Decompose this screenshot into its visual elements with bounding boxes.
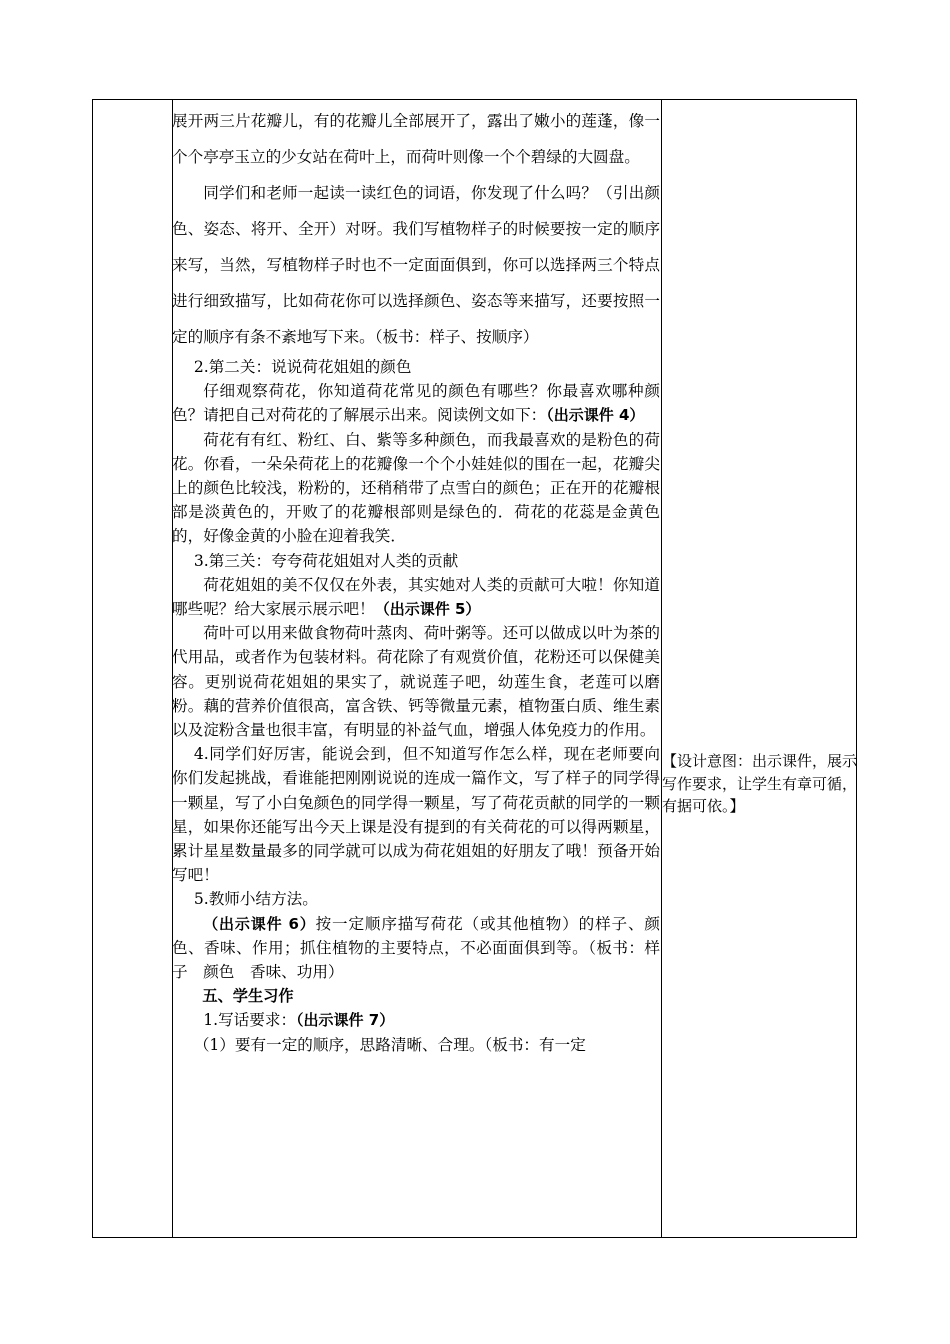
lesson-content-cell — [172, 103, 660, 1235]
step-2-title: 2.第二关：说说荷花姐姐的颜色 — [193, 358, 412, 376]
courseware-cue-4: （出示课件 4） — [546, 406, 645, 425]
writing-requirements — [172, 1008, 660, 1032]
design-intent-note: 【设计意图：出示课件，展示写作要求，让学生有章可循，有据可依。】 — [662, 752, 858, 815]
example-paragraph-colors: 荷花有有红、粉红、白、紫等多种颜色，而我最喜欢的是粉色的荷花。你看，一朵朵荷花上的花瓣像一个个小娃娃似的围在一起，花瓣尖上的颜色比较浅，粉粉的，还稍稍带了点雪白的颜色；正在开的花瓣根部是淡黄色的，开败了的花瓣根部则是绿色的．荷花的花蕊是金黄色的，好像金黄的小脸在迎着我笑． — [172, 430, 660, 546]
column-divider-right — [661, 100, 662, 1237]
courseware-cue-6: （出示课件 6） — [203, 914, 316, 933]
paragraph-lotus-description: 展开两三片花瓣儿，有的花瓣儿全部展开了，露出了嫩小的莲蓬，像一个个亭亭玉立的少女站在荷叶上，而荷叶则像一个个碧绿的大圆盘。 — [172, 112, 660, 166]
example-paragraph-contribution: 荷叶可以用来做食物荷叶蒸肉、荷叶粥等。还可以做成以叶为茶的代用品，或者作为包装材料。荷花除了有观赏价值，花粉还可以保健美容。更别说荷花姐姐的果实了，就说莲子吧，幼莲生食，老莲可以磨粉。藕的营养价值很高，富含铁、钙等微量元素，植物蛋白质、维生素以及淀粉含量也很丰富，有明显的补益气血，增强人体免疫力的作用。 — [172, 624, 660, 740]
step-4-challenge: 4.同学们好厉害，能说会到，但不知道写作怎么样，现在老师要向你们发起挑战，看谁能把刚刚说说的连成一篇作文，写了样子的同学得一颗星，写了小白兔颜色的同学得一颗星，写了荷花贡献的同学的一颗星，如果你还能写出今天上课是没有提到的有关荷花的可以得两颗星，累计星星数量最多的同学就可以成为荷花姐姐的好朋友了哦！预备开始写吧！ — [172, 745, 660, 885]
paragraph-discussion: 同学们和老师一起读一读红色的词语，你发现了什么吗？（引出颜色、姿态、将开、全开）对呀。我们写植物样子的时候要按一定的顺序来写，当然，写植物样子时也不一定面面俱到，你可以选择两三个特点进行细致描写，比如荷花你可以选择颜色、姿态等来描写，还要按照一定的顺序有条不紊地写下来。（板书：样子、按顺序） — [172, 184, 660, 346]
step-2-body — [172, 379, 660, 427]
step-3-title: 3.第三关：夸夸荷花姐姐对人类的贡献 — [193, 551, 459, 570]
writing-req-label: 1.写话要求： — [203, 1011, 297, 1030]
requirement-1: （1）要有一定的顺序，思路清晰、合理。（板书：有一定 — [193, 1035, 586, 1054]
step-5-title: 5.教师小结方法。 — [193, 890, 318, 909]
section-five-heading: 五、学生习作 — [202, 987, 294, 1006]
courseware-cue-7: （出示课件 7） — [296, 1011, 395, 1030]
step-3-body — [172, 573, 660, 621]
design-intent-cell — [662, 750, 858, 818]
courseware-cue-5: （出示课件 5） — [374, 600, 481, 619]
step-3-text: 荷花姐姐的美不仅仅在外表，其实她对人类的贡献可大啦！你知道哪些呢？给大家展示展示吧！ — [172, 575, 660, 619]
step-2-text: 仔细观察荷花，你知道荷花常见的颜色有哪些？你最喜欢哪种颜色？请把自己对荷花的了解展示出来。阅读例文如下： — [172, 382, 660, 425]
step-5-text: 按一定顺序描写荷花（或其他植物）的样子、颜色、香味、作用；抓住植物的主要特点，不必面面俱到等。（板书：样子 颜色 香味、功用） — [172, 914, 660, 982]
step-5-body — [172, 912, 660, 985]
